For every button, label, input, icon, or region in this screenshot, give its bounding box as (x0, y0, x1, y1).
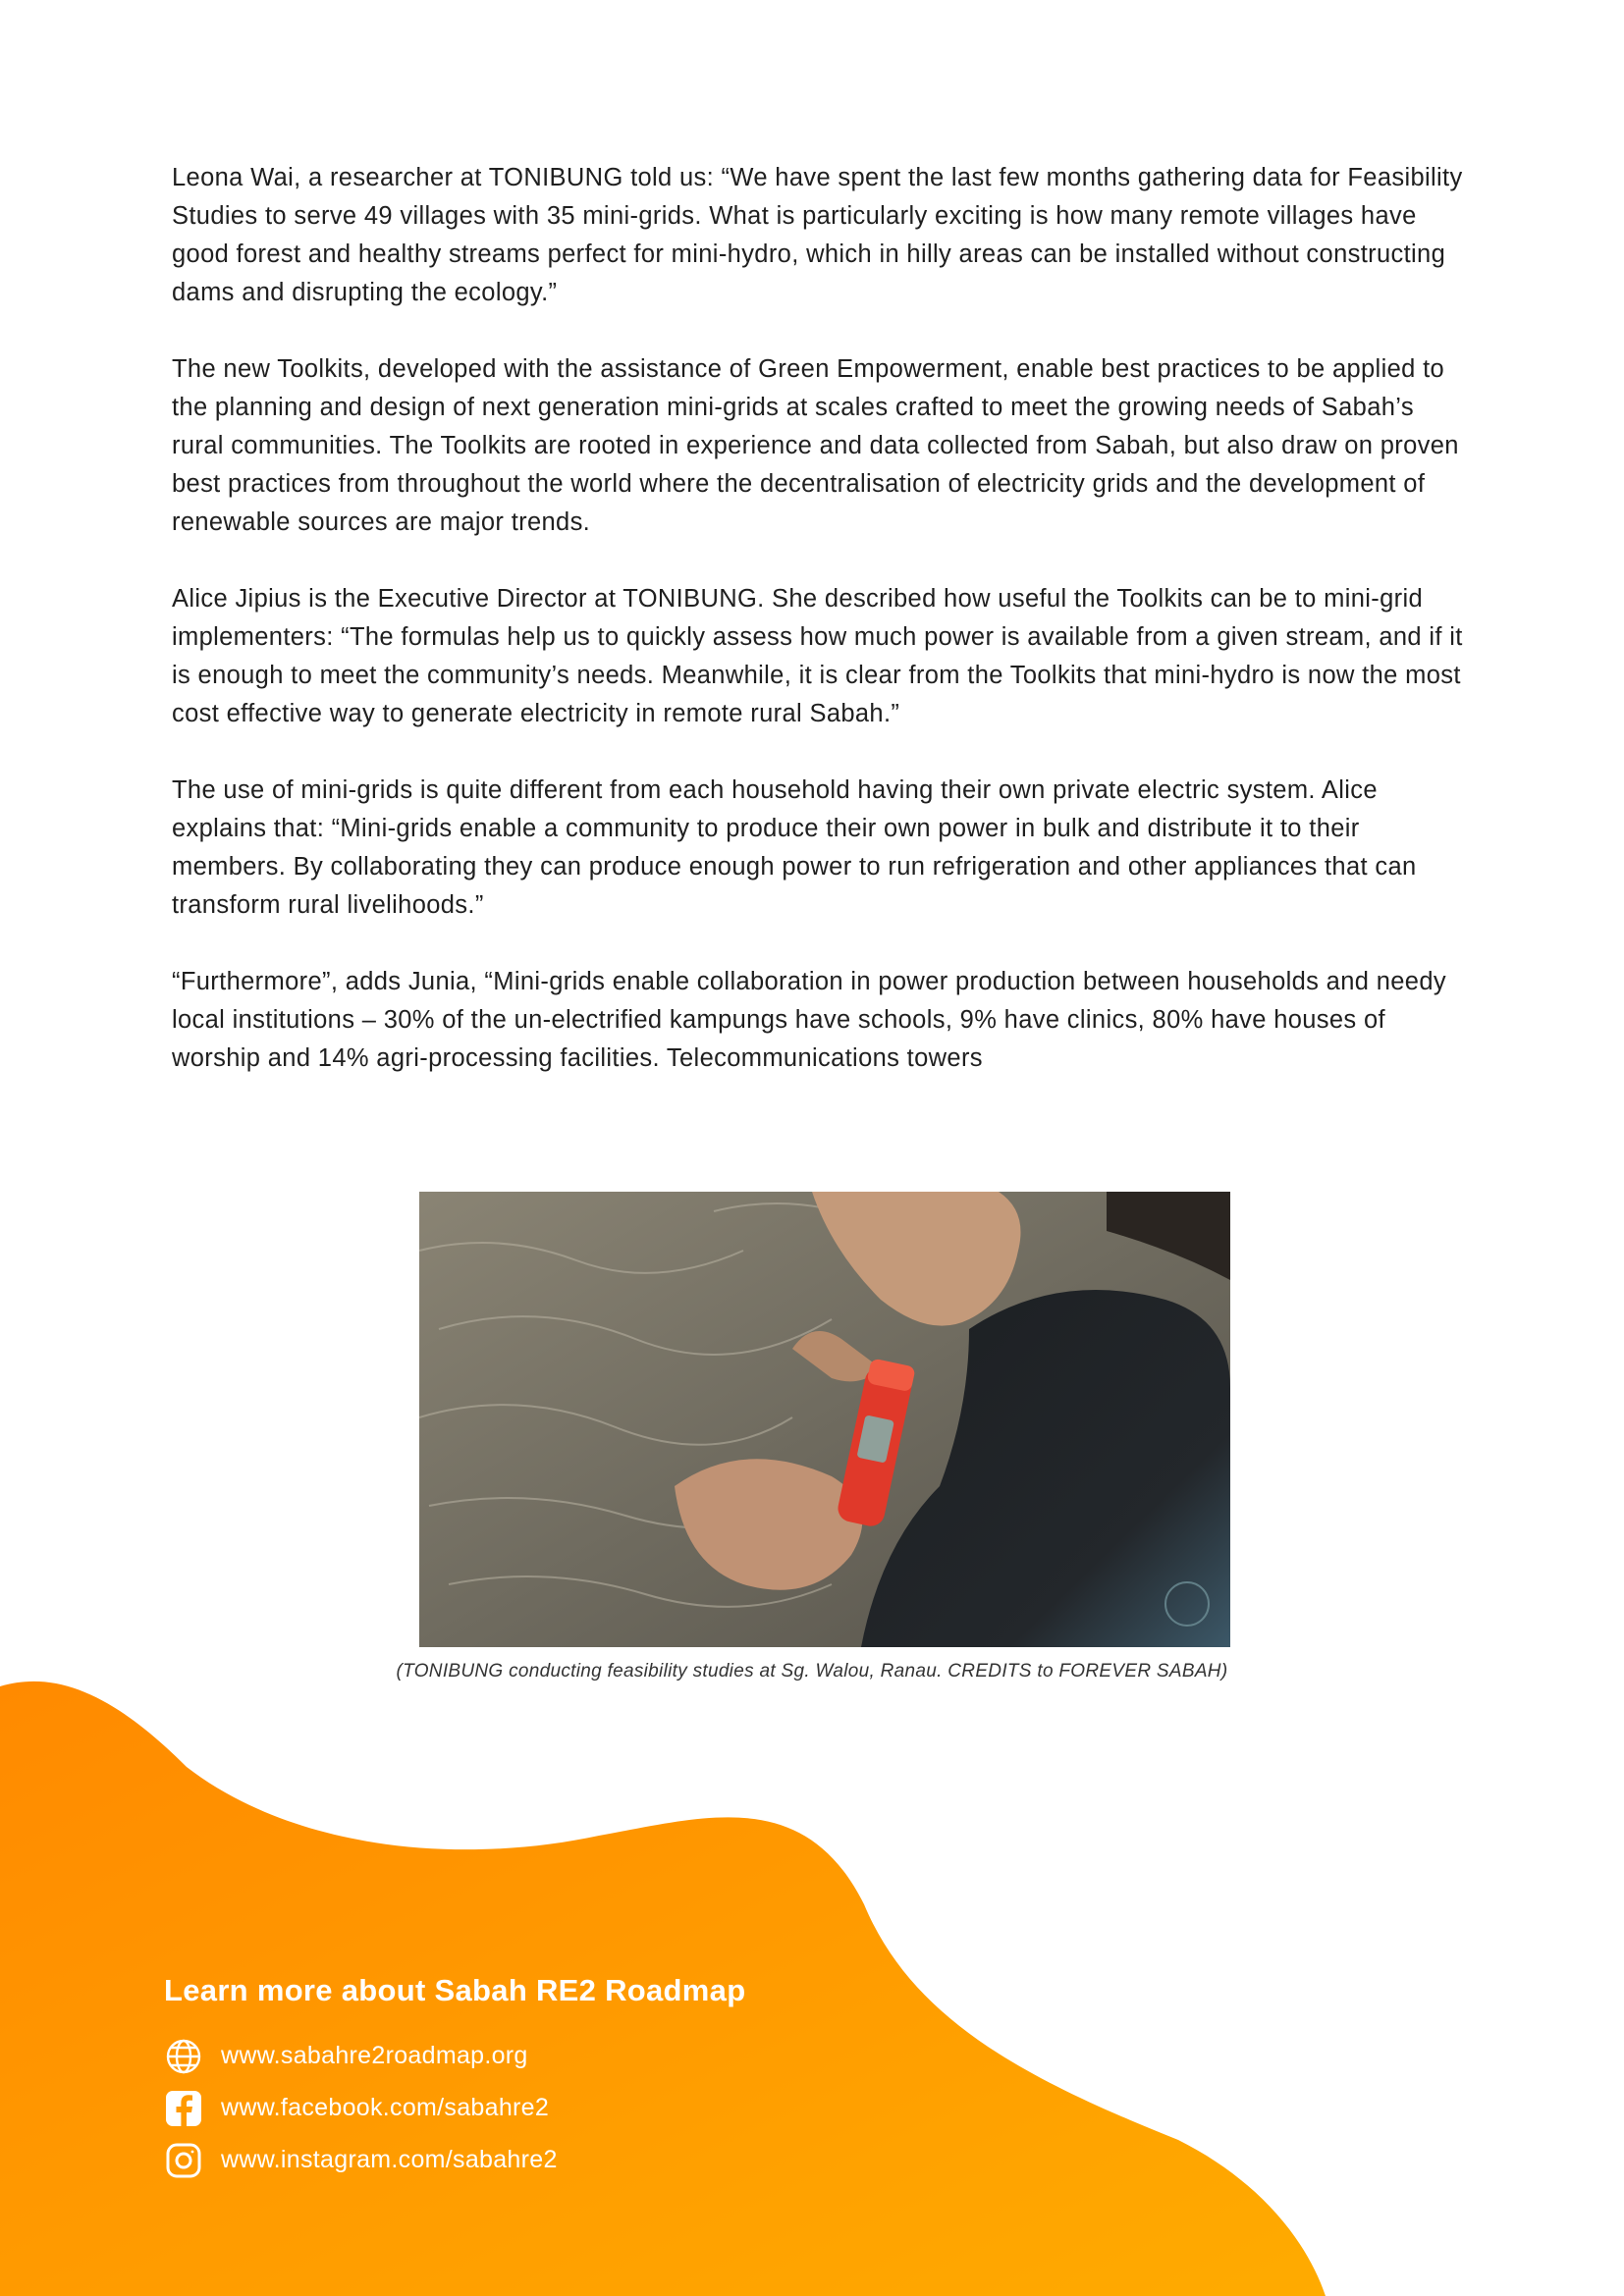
article-body (172, 159, 1468, 1116)
photo-illustration (419, 1192, 1230, 1647)
article-paragraph: The new Toolkits, developed with the assistance of Green Empowerment, enable best practices to be applied to the planning and design of next generation mini-grids at scales crafted to meet the growing needs of Sabah’s rural communities. The Toolkits are rooted in experience and data collected from Sabah, but also draw on proven best practices from throughout the world where the decentralisation of electricity grids and the development of renewable sources are major trends. (172, 355, 1459, 536)
article-paragraph: Leona Wai, a researcher at TONIBUNG told us: “We have spent the last few months gathering data for Feasibility Studies to serve 49 villages with 35 mini-grids. What is particularly exciting is how many remote villages have good forest and healthy streams perfect for mini-hydro, which in hilly areas can be installed without constructing dams and disrupting the ecology.” (172, 164, 1463, 306)
facebook-link[interactable] (164, 2082, 745, 2134)
globe-icon (164, 2037, 203, 2076)
facebook-link-text[interactable]: www.facebook.com/sabahre2 (221, 2094, 550, 2121)
footer-title: Learn more about Sabah RE2 Roadmap (164, 1973, 746, 2007)
website-link[interactable] (164, 2030, 745, 2082)
article-paragraph: “Furthermore”, adds Junia, “Mini-grids enable collaboration in power production between households and needy local institutions – 30% of the un-electrified kampungs have schools, 9% have clinics, 80% have houses of worship and 14% agri-processing facilities. Telecommunications towers (172, 968, 1446, 1072)
article-paragraph: Alice Jipius is the Executive Director at TONIBUNG. She described how useful the Toolkits can be to mini-grid implementers: “The formulas help us to quickly assess how much power is available from a given stream, and if it is enough to meet the community’s needs. Meanwhile, it is clear from the Toolkits that mini-hydro is now the most cost effective way to generate electricity in remote rural Sabah.” (172, 585, 1463, 727)
instagram-link-text[interactable]: www.instagram.com/sabahre2 (221, 2146, 558, 2173)
footer (164, 1973, 745, 2186)
website-link-text[interactable]: www.sabahre2roadmap.org (221, 2042, 528, 2069)
instagram-icon (164, 2141, 203, 2180)
facebook-icon (164, 2089, 203, 2128)
photo-caption: (TONIBUNG conducting feasibility studies at Sg. Walou, Ranau. CREDITS to FOREVER SABAH) (396, 1661, 1228, 1682)
article-paragraph: The use of mini-grids is quite different from each household having their own private electric system. Alice explains that: “Mini-grids enable a community to produce their own power in bulk and distribute it to their members. By collaborating they can produce enough power to run refrigeration and other appliances that can transform rural livelihoods.” (172, 776, 1417, 919)
feasibility-study-photo (419, 1192, 1230, 1647)
instagram-link[interactable] (164, 2134, 745, 2186)
